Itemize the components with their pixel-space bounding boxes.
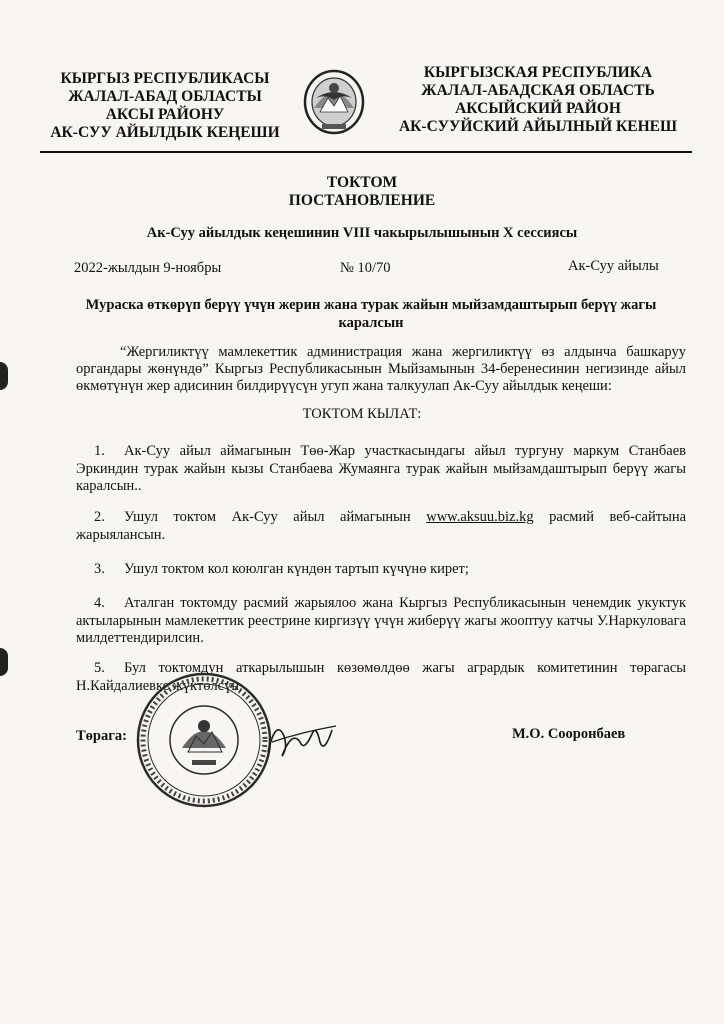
item-number: 4. xyxy=(94,595,105,611)
state-emblem-icon xyxy=(302,68,366,136)
resolution-item xyxy=(76,561,686,579)
header-right-russian xyxy=(392,64,684,136)
header-line: АК-СУУ АЙЫЛДЫК КЕҢЕШИ xyxy=(50,124,280,141)
header-line: ЖАЛАЛ-АБАДСКАЯ ОБЛАСТЬ xyxy=(421,82,655,99)
item-number: 2. xyxy=(94,509,105,525)
item-text: Ушул токтом кол коюлган күндөн тартып күчүнө кирет; xyxy=(124,561,469,577)
header-line: ЖАЛАЛ-АБАД ОБЛАСТЫ xyxy=(68,88,262,105)
chair-name: М.О. Сооронбаев xyxy=(512,726,626,742)
item-text: расмий веб-сайтына жарыялансын. xyxy=(76,509,687,543)
header-divider xyxy=(40,151,692,153)
header-line: АКСЫ РАЙОНУ xyxy=(105,106,225,123)
item-number: 1. xyxy=(94,443,105,459)
punch-hole xyxy=(0,362,8,390)
item-text: Бул токтомдун аткарылышын көзөмөлдөө жагы агрардык комитетинин төрагасы Н.Кайдалиевке жүктөлсүн. xyxy=(76,660,686,694)
session-line: Ак-Суу айылдык кеңешинин VIII чакырылышынын X сессиясы xyxy=(146,225,578,241)
header-left-kyrgyz xyxy=(40,70,290,142)
punch-hole xyxy=(0,648,8,676)
item-text: Ушул токтом Ак-Суу айыл аймагынын xyxy=(124,509,411,525)
document-date: 2022-жылдын 9-ноябры xyxy=(74,260,222,276)
document-title-kyrgyz: ТОКТОМ xyxy=(326,174,398,191)
header-line: КЫРГЫЗ РЕСПУБЛИКАСЫ xyxy=(60,70,270,87)
resolution-item xyxy=(76,509,686,544)
resolution-item xyxy=(76,443,686,496)
document-number: № 10/70 xyxy=(340,260,391,276)
document-title-russian: ПОСТАНОВЛЕНИЕ xyxy=(288,192,436,209)
resolution-item xyxy=(76,595,686,648)
item-number: 5. xyxy=(94,660,105,676)
resolve-heading: ТОКТОМ КЫЛАТ: xyxy=(302,406,422,422)
handwritten-signature-icon xyxy=(262,712,340,764)
document-subject: Мураска өткөрүп берүү үчүн жерин жана турак жайын мыйзамдаштырып берүү жагы каралсын xyxy=(85,297,657,331)
header-line: КЫРГЫЗСКАЯ РЕСПУБЛИКА xyxy=(423,64,653,81)
header-line: АКСЫЙСКИЙ РАЙОН xyxy=(455,100,621,117)
item-text: Ак-Суу айыл аймагынын Төө-Жар участкасындагы айыл тургуну маркум Станбаев Эркиндин турак жайын кызы Станбаева Жумаянга турак жайын мыйзамдаштырып берүү жагы каралсын.. xyxy=(76,443,686,494)
chair-label: Төрага: xyxy=(76,728,127,744)
header-line: АК-СУУЙСКИЙ АЙЫЛНЫЙ КЕНЕШ xyxy=(398,118,678,135)
website-link[interactable]: www.aksuu.biz.kg xyxy=(426,509,534,525)
item-number: 3. xyxy=(94,561,105,577)
item-text: Аталган токтомду расмий жарыялоо жана Кыргыз Республикасынын ченемдик укуктук актыларынын мамлекеттик реестрине киргизүү үчүн жиберүү жагы жооптуу катчы У.Наркуловага милдеттендирилсин. xyxy=(76,595,686,646)
round-seal-stamp-icon xyxy=(134,670,274,810)
document-place: Ак-Суу айылы xyxy=(568,258,659,274)
preamble-paragraph: “Жергиликтүү мамлекеттик администрация жана жергиликтүү өз алдынча башкаруу органдары жөнүндө” Кыргыз Республикасынын Мыйзамынын 34-беренесинин негизинде айыл өкмөтүнүн жер адисинин билдирүүсүн угуп жана талкуулап Ак-Суу айылдык кеңеши: xyxy=(76,344,686,394)
